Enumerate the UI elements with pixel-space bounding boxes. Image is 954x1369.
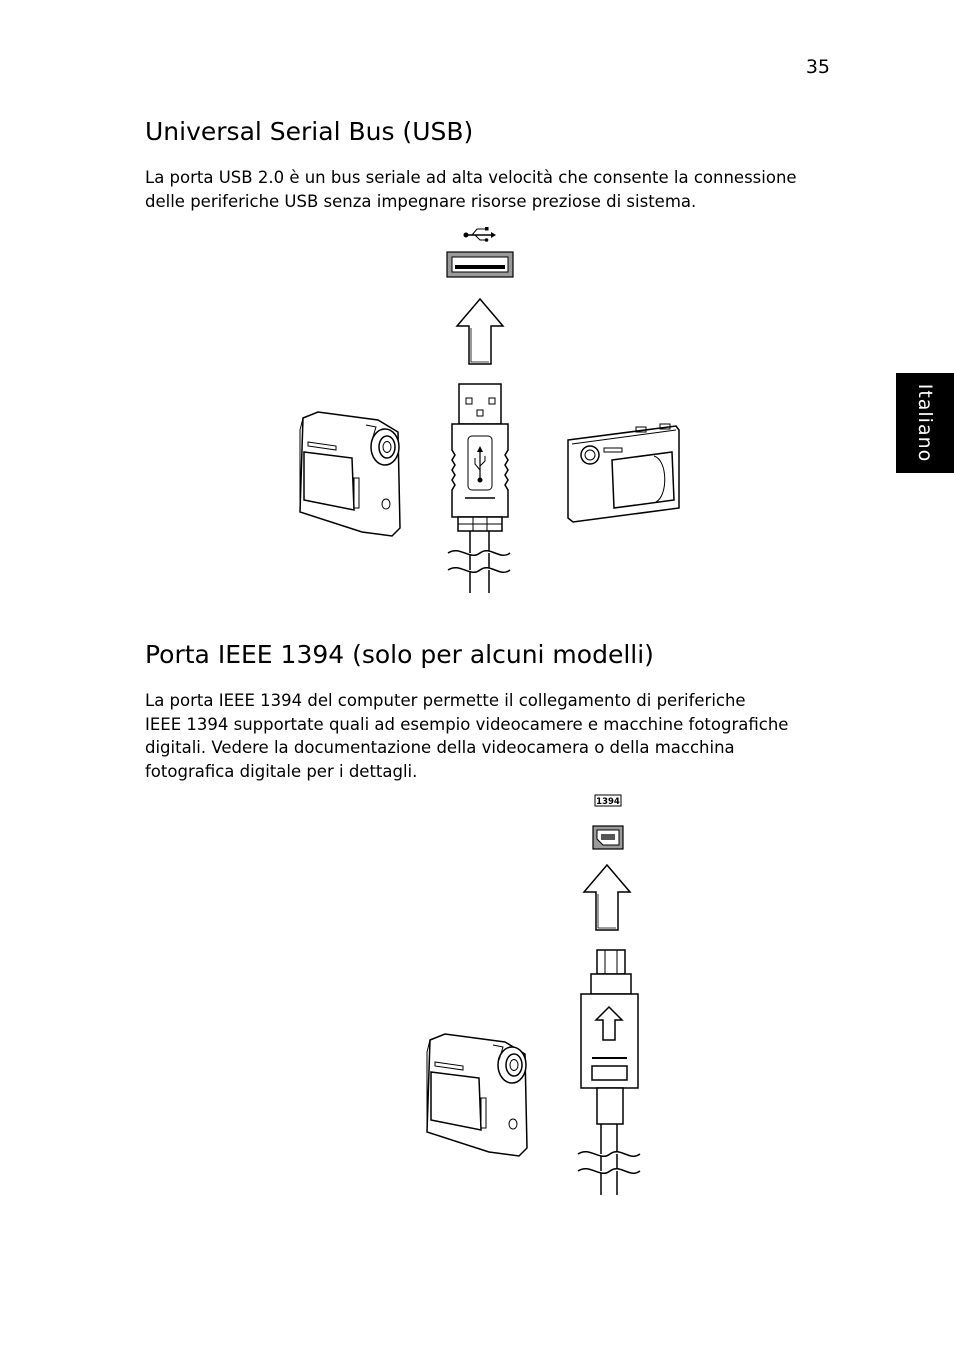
section-title-usb: Universal Serial Bus (USB) [145, 117, 474, 146]
section-title-ieee: Porta IEEE 1394 (solo per alcuni modelli) [145, 640, 654, 669]
ieee1394-port-label [595, 795, 621, 807]
page-number: 35 [805, 56, 830, 78]
ieee1394-port-icon [593, 826, 623, 849]
ieee1394-port-label-text: 1394 [596, 797, 620, 807]
ieee1394-plug-icon [578, 950, 640, 1195]
camcorder-icon [427, 1034, 527, 1156]
language-side-tab-label: Italiano [914, 383, 936, 463]
section-body-usb: La porta USB 2.0 è un bus seriale ad alta velocità che consente la connessione delle periferiche USB senza impegnare risorse preziose di sistema. [145, 168, 797, 211]
section-body-ieee: La porta IEEE 1394 del computer permette il collegamento di periferiche IEEE 1394 supportate quali ad esempio videocamere e macchine fotografiche digitali. Vedere la documentazione della videocamera o della macchina fotografica digitale per i dettagli. [145, 691, 789, 781]
arrow-up-icon [584, 865, 630, 930]
